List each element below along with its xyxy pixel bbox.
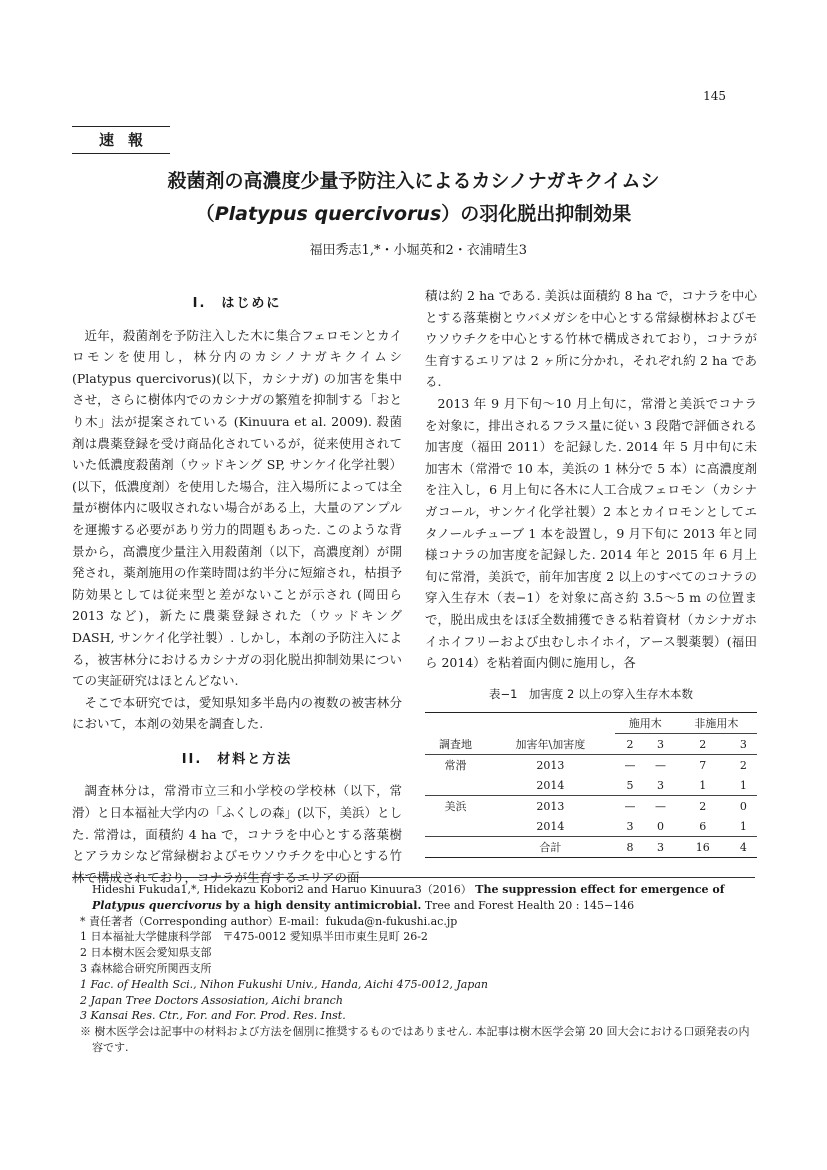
table-cell: 合計 — [539, 841, 562, 854]
table-cell: 2 — [739, 758, 747, 772]
intro-paragraph: 近年，殺菌剤を予防注入した木に集合フェロモンとカイロモンを使用し，林分内のカシノナガキクイムシ(Platypus quercivorus)(以下，カシナガ) の加害を集中させ，さらに樹体内でのカシナガの繁殖を抑制する「おとり木」法が提案されている (Kinuura et al. 2009). 殺菌剤は農薬登録を受け商品化されているが，従来使用されていた低濃度殺菌剤（ウッドキング SP, サンケイ化学社製）(以下，低濃度剤）を使用した場合，注入場所によっては全量が樹体内に吸収されない場合がある上，大量のアンプルを運搬する必要があり労力的問題もあった. このような背景から，高濃度少量注入用殺菌剤（以下，高濃度剤）が開発され，薬剤施用の作業時間は約半分に短縮され，枯損予防効果としては従来型と差がないことが示され (岡田ら 2013 など)，新たに農薬登録された（ウッドキング DASH, サンケイ化学社製）. しかし，本剤の予防注入による，被害林分におけるカシナガの羽化脱出抑制効果についての実証研究はほとんどない. — [72, 327, 402, 689]
table-cell: 0 — [656, 819, 664, 833]
table-cell: 7 — [699, 758, 707, 772]
title-line2-rest: の羽化脱出抑制効果 — [460, 203, 632, 225]
footnote-affiliation-en-2: 2 Japan Tree Doctors Assosiation, Aichi branch — [80, 993, 343, 1007]
section-tag: 速報 — [72, 126, 170, 154]
footnote-affiliation-2: 2 日本樹木医会愛知県支部 — [80, 946, 212, 960]
table-cell: 3 — [656, 840, 664, 854]
table-cell: 1 — [699, 778, 707, 792]
table-cell: — — [654, 758, 666, 772]
table-header-cell: 加害年\加害度 — [515, 737, 586, 751]
table-cell: — — [654, 799, 666, 813]
citation-journal: Tree and Forest Health 20 : 145−146 — [424, 898, 635, 912]
section-heading-methods: II. 材料と方法 — [181, 751, 293, 767]
citation-title-a: The suppression effect for emergence of — [475, 883, 725, 896]
table-caption: 表−1 加害度 2 以上の穿入生存木本数 — [488, 687, 694, 701]
table-cell: 美浜 — [444, 800, 467, 813]
table-header-cell: 2 — [626, 737, 634, 751]
table-cell: 2014 — [536, 778, 565, 792]
table-cell: 16 — [695, 840, 710, 854]
table-cell: 常滑 — [444, 759, 467, 772]
citation-authors: Hideshi Fukuda1,*, Hidekazu Kobori2 and Haruo Kinuura3（2016） — [92, 883, 472, 896]
table-cell: 3 — [656, 778, 664, 792]
methods-paragraph-2: 2013 年 9 月下旬〜10 月上旬に，常滑と美浜でコナラを対象に，排出されるフラス量に従い 3 段階で評価される加害度（福田 2011）を記録した. 2014 年 5 月中旬に未加害木（常滑で 10 本，美浜の 1 林分で 5 本）に高濃度剤を注入し，6 月上旬に各木に人工合成フェロモン（カシナガコール，サンケイ化学社製）2 本とカイロモンとしてエタノールチューブ 1 本を設置し，9 月下旬に 2013 年と同様コナラの加害度を記録した. 2014 年と 2015 年 6 月上旬に常滑，美浜で，前年加害度 2 以上のすべてのコナラの穿入生存木（表−1）を対象に高さ約 3.5〜5 m の位置まで，脱出成虫をほぼ全数捕獲できる粘着資材（カシナガホイホイフリーおよび虫むしホイホイ，アース製薬製）(福田ら 2014）を粘着面内側に施用し，各 — [425, 395, 757, 671]
data-table — [425, 712, 757, 858]
table-cell: 6 — [699, 819, 707, 833]
intro-paragraph-2: そこで本研究では，愛知県知多半島内の複数の被害林分において，本剤の効果を調査した. — [72, 694, 402, 732]
table-cell: 2014 — [536, 819, 565, 833]
left-column — [72, 285, 402, 888]
table-header-cell: 調査地 — [438, 737, 472, 751]
group-header-treated: 施用木 — [615, 713, 676, 734]
table-cell: 1 — [739, 778, 747, 792]
table-cell — [425, 837, 486, 858]
right-column — [425, 285, 757, 674]
methods-paragraph-continued: 積は約 2 ha である. 美浜は面積約 8 ha で，コナラを中心とする落葉樹とウバメガシを中心とする常緑樹林およびモウソウチクを中心とする竹林で構成されており，コナラが生育するエリアは 2 ヶ所に分かれ，それぞれ約 2 ha である. — [425, 288, 757, 390]
table-cell: — — [624, 758, 636, 772]
table-header-cell: 2 — [699, 737, 707, 751]
table-cell — [425, 775, 486, 796]
table-cell: 2013 — [536, 799, 565, 813]
article-title-line2: （Platypus quercivorus）の羽化脱出抑制効果 — [195, 203, 632, 225]
table-row — [425, 816, 757, 837]
footnote-disclaimer: ※ 樹木医学会は記事中の材料および方法を個別に推奨するものではありません. 本記事は樹木医学会第 20 回大会における口頭発表の内容です. — [80, 1025, 750, 1054]
article-title-line1: 殺菌剤の高濃度少量予防注入によるカシノナガキクイムシ — [167, 170, 660, 192]
footer-divider — [72, 877, 755, 878]
table-1 — [425, 686, 757, 858]
footer-notes — [80, 882, 760, 1056]
table-total-row — [425, 837, 757, 858]
table-header-cell: 3 — [739, 737, 747, 751]
footnote-affiliation-en-3: 3 Kansai Res. Ctr., For. and For. Prod. Res. Inst. — [80, 1009, 346, 1023]
english-citation — [80, 882, 760, 914]
page-number: 145 — [703, 89, 726, 103]
table-row — [425, 796, 757, 817]
citation-title-b: by a high density antimicrobial. — [225, 898, 422, 912]
citation-species: Platypus quercivorus — [92, 898, 222, 912]
table-cell: 2 — [699, 799, 707, 813]
group-header-untreated: 非施用木 — [676, 713, 757, 734]
table-cell: 1 — [739, 819, 747, 833]
table-cell: 4 — [739, 840, 747, 854]
table-header-cell: 3 — [656, 737, 664, 751]
table-cell — [425, 816, 486, 837]
table-row — [425, 775, 757, 796]
footnote-affiliation-1: 1 日本福祉大学健康科学部 〒475-0012 愛知県半田市東生見町 26-2 — [80, 930, 428, 944]
table-header-row — [425, 734, 757, 755]
title-species-name: Platypus quercivorus — [214, 203, 442, 225]
author-list: 福田秀志1,*・小堀英和2・衣浦晴生3 — [309, 243, 527, 258]
footnote-affiliation-en-1: 1 Fac. of Health Sci., Nihon Fukushi Univ., Handa, Aichi 475-0012, Japan — [80, 977, 488, 991]
table-cell: — — [624, 799, 636, 813]
table-cell: 2013 — [536, 758, 565, 772]
footnote-affiliation-3: 3 森林総合研究所関西支所 — [80, 961, 212, 975]
section-heading-introduction: I. はじめに — [192, 296, 282, 311]
table-row — [425, 755, 757, 776]
methods-paragraph: 調査林分は，常滑市立三和小学校の学校林（以下，常滑）と日本福祉大学内の「ふくしの森」(以下，美浜）とした. 常滑は，面積約 4 ha で，コナラを中心とする落葉樹とアラカシなど常緑樹およびモウソウチクを中心とする竹林で構成されており，コナラが生育するエリアの面 — [72, 783, 402, 885]
table-cell: 5 — [626, 778, 634, 792]
table-cell: 0 — [739, 799, 747, 813]
table-cell: 8 — [626, 840, 634, 854]
footnote-corresponding: * 責任著者（Corresponding author）E-mail：fukuda@n-fukushi.ac.jp — [80, 914, 458, 928]
table-cell: 3 — [626, 819, 634, 833]
